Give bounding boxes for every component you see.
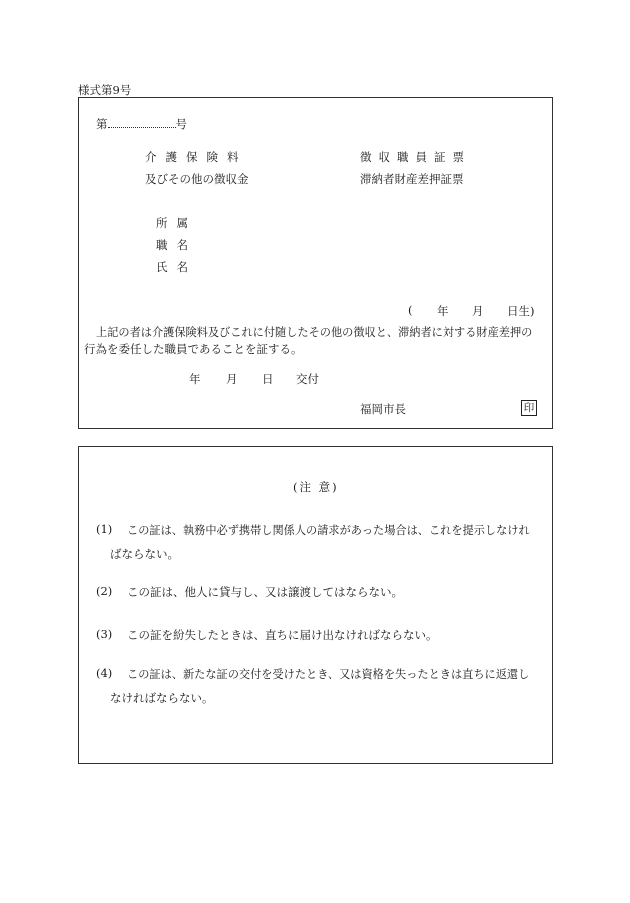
note-4-line2: なければならない。 (110, 691, 214, 705)
birth-year: 年 (437, 304, 449, 318)
issue-month: 月 (226, 372, 238, 386)
note-1-line2: ばならない。 (110, 547, 179, 561)
note-2-line1: この証は、他人に貸与し、又は譲渡してはならない。 (127, 585, 403, 599)
seal-mark: 印 (521, 400, 537, 416)
note-4-number: (4) (96, 666, 113, 680)
issuer: 福岡市長 (360, 402, 406, 416)
form-number: 様式第9号 (78, 83, 132, 97)
statement-line1: 上記の者は介護保険料及びこれに付随したその他の徴収と、滞納者に対する財産差押の (96, 326, 533, 339)
note-1-number: (1) (96, 522, 113, 536)
issue-label: 交付 (296, 372, 319, 386)
number-suffix: 号 (175, 117, 187, 131)
left-title-line2: 及びその他の徴収金 (145, 172, 249, 186)
note-3-line1: この証を紛失したときは、直ちに届け出なければならない。 (127, 628, 438, 642)
right-title-line2: 滞納者財産差押証票 (360, 172, 464, 186)
right-title-line1: 徴収職員証票 (360, 150, 471, 164)
note-4-line1: この証は、新たな証の交付を受けたとき、又は資格を失ったときは直ちに返還し (127, 668, 530, 681)
issue-year: 年 (189, 372, 201, 386)
birth-open: ( (408, 303, 413, 317)
field-position: 職名 (156, 238, 197, 252)
note-1-line1: この証は、執務中必ず携帯し関係人の請求があった場合は、これを提示しなけれ (127, 524, 530, 537)
birth-day: 日生) (507, 304, 535, 318)
note-2-number: (2) (96, 584, 113, 598)
number-blank (108, 116, 176, 128)
number-prefix: 第 (96, 117, 108, 131)
statement-line2: 行為を委任した職員であることを証する。 (84, 342, 303, 356)
left-title-line1: 介護保険料 (145, 150, 248, 164)
notes-title: (注 意) (293, 480, 339, 494)
field-name: 氏名 (156, 260, 197, 274)
issue-day: 日 (262, 372, 274, 386)
certificate-number (96, 116, 187, 132)
note-3-number: (3) (96, 627, 113, 641)
birth-month: 月 (472, 304, 484, 318)
field-affiliation: 所属 (156, 216, 197, 230)
